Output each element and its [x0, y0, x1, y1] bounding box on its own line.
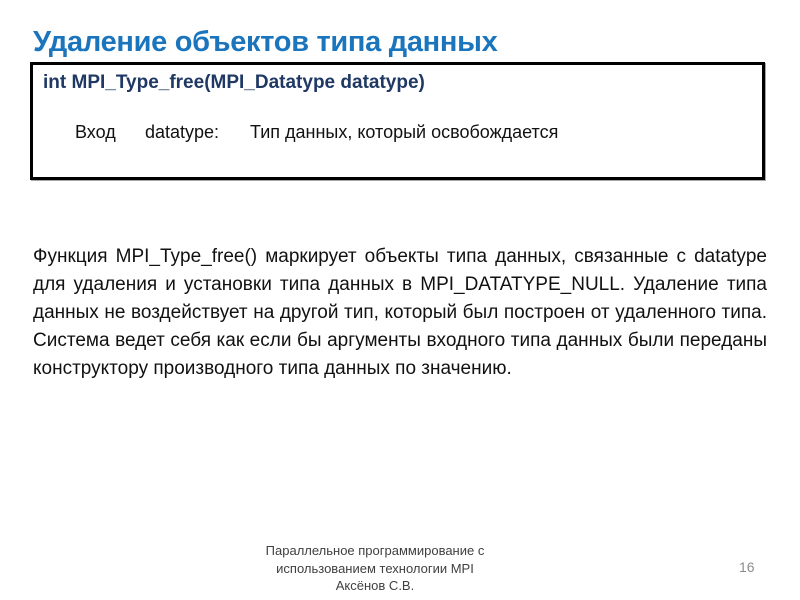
footer	[255, 542, 495, 595]
parameter-row	[33, 122, 762, 146]
footer-line-2: использованием технологии MPI	[276, 560, 474, 576]
param-name-label: datatype:	[145, 122, 220, 142]
param-description: Тип данных, который освобождается	[250, 122, 559, 142]
function-signature-box	[30, 62, 765, 180]
page-number: 16	[739, 559, 755, 575]
body-paragraph: Функция MPI_Type_free() маркирует объекты типа данных, связанные с datatype для удаления и установки типа данных в MPI_DATATYPE_NULL. Удаление типа данных не воздействует на другой тип, который был построен от удаленного типа. Система ведет себя как если бы аргументы входного типа данных были переданы конструктору производного типа данных по значению.	[33, 246, 767, 379]
footer-line-3: Аксёнов С.В.	[335, 578, 415, 593]
slide-title: Удаление объектов типа данных	[33, 26, 498, 59]
function-signature: int MPI_Type_free(MPI_Datatype datatype)	[43, 72, 425, 93]
footer-line-1: Параллельное программирование с	[265, 543, 485, 558]
param-direction-label: Вход	[75, 122, 116, 142]
